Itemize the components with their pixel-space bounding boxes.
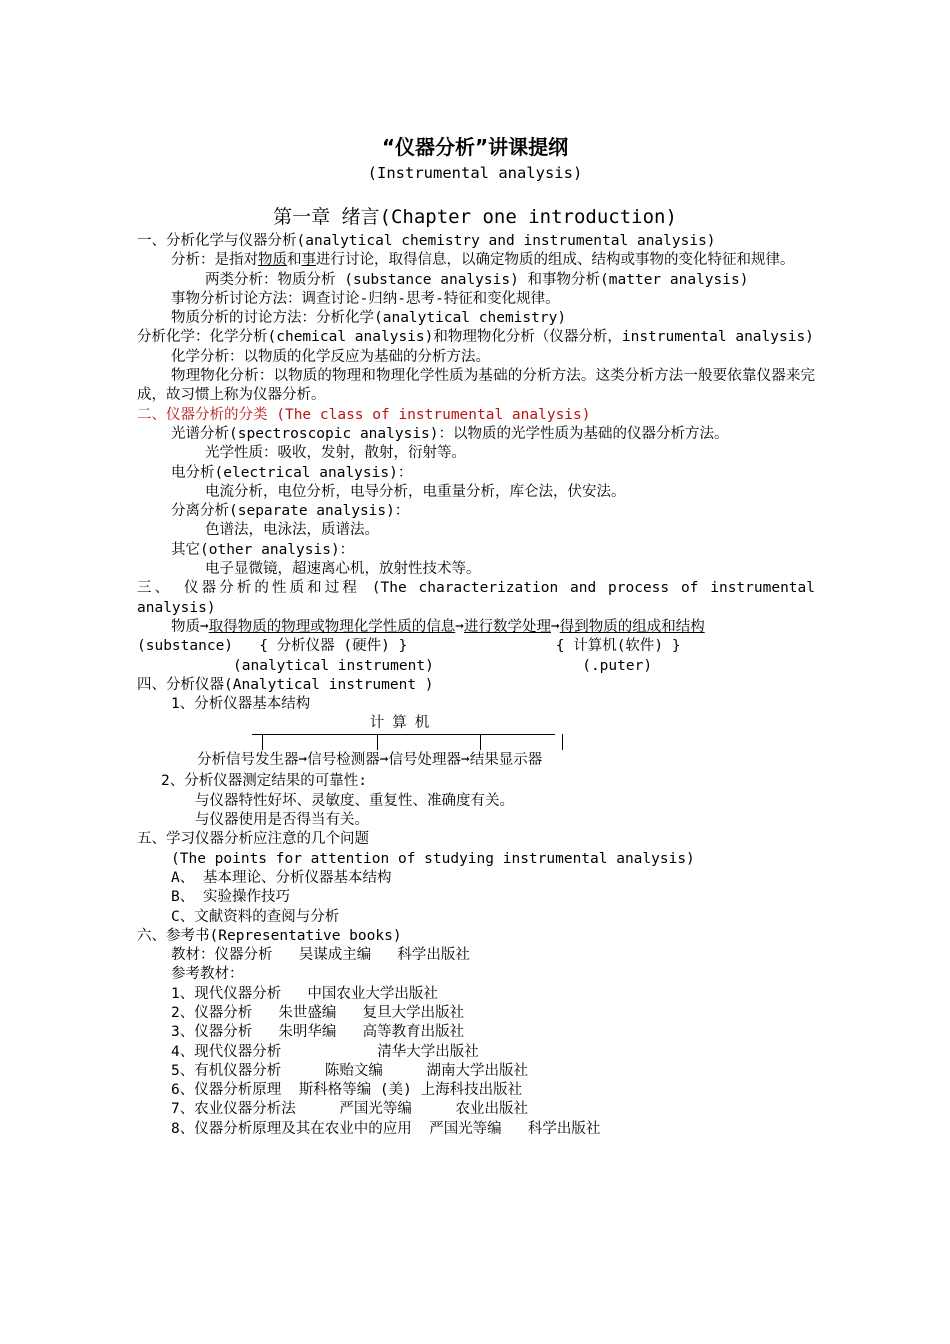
- diagram-connector: [262, 734, 263, 750]
- separate-line: 分离分析(separate analysis)：: [171, 503, 410, 520]
- diagram-bus-line: [252, 734, 555, 735]
- chemical-analysis-line: 化学分析：以物质的化学反应为基础的分析方法。: [171, 348, 490, 365]
- electrical-methods-line: 电流分析，电位分析，电导分析，电重量分析，库仑法，伏安法。: [205, 483, 626, 500]
- diagram-connector: [480, 734, 481, 750]
- arrow-icon: ➞: [460, 752, 470, 769]
- arrow-icon: ➞: [550, 618, 560, 635]
- optical-line: 光学性质：吸收，发射，散射，衍射等。: [205, 445, 466, 462]
- other-line: 其它(other analysis)：: [171, 541, 355, 558]
- definition-underline-2: 事: [301, 252, 316, 269]
- matter-method-line: 事物分析讨论方法：调查讨论-归纳-思考-特征和变化规律。: [171, 290, 560, 307]
- other-methods-line: 电子显微镜，超速离心机，放射性技术等。: [205, 561, 481, 578]
- definition-underline-1: 物质: [258, 252, 287, 269]
- electrical-line: 电分析(electrical analysis)：: [171, 464, 413, 481]
- page-subtitle: (Instrumental analysis): [367, 164, 583, 182]
- arrow-icon: ➞: [298, 752, 308, 769]
- process-flow-line: [137, 618, 815, 637]
- book-item: 2、仪器分析 朱世盛编 复旦大学出版社: [171, 1004, 465, 1021]
- definition-text-b: 和: [287, 252, 302, 269]
- reliability-line-1: 与仪器特性好坏、灵敏度、重复性、准确度有关。: [195, 792, 514, 809]
- book-item: 6、仪器分析原理 斯科格等编 (美) 上海科技出版社: [171, 1082, 523, 1099]
- diagram-connector: [562, 734, 563, 750]
- spectroscopic-line: 光谱分析(spectroscopic analysis)：以物质的光学性质为基础的仪器分析方法。: [171, 425, 729, 442]
- flow-start: 物质: [171, 618, 200, 635]
- page-title: “仪器分析”讲课提纲: [381, 135, 569, 159]
- point-a: A、 基本理论、分析仪器基本结构: [171, 869, 392, 886]
- result-display: 结果显示器: [469, 752, 543, 769]
- signal-generator: 分析信号发生器: [197, 752, 299, 769]
- instrument-chain: [197, 751, 542, 770]
- instrument-structure-diagram: [137, 714, 815, 772]
- section-1-definition: [137, 251, 815, 270]
- document-body: [137, 232, 815, 1139]
- book-item: 3、仪器分析 朱明华编 高等教育出版社: [171, 1024, 465, 1041]
- point-b: B、 实验操作技巧: [171, 889, 290, 906]
- physical-analysis-paragraph: 物理物化分析：以物质的物理和物理化学性质为基础的分析方法。这类分析方法一般要依靠仪器来完成，故习惯上称为仪器分析。: [137, 368, 815, 404]
- section-5-heading: 五、学习仪器分析应注意的几个问题: [137, 831, 369, 848]
- definition-text-c: 进行讨论，取得信息，以确定物质的组成、结构或事物的变化特征和规律。: [316, 252, 795, 269]
- section-3-heading: 三、 仪器分析的性质和过程 (The characterization and process of instrumental analysis): [137, 580, 815, 616]
- structure-subheading: 1、分析仪器基本结构: [171, 696, 311, 713]
- book-item: 4、现代仪器分析 清华大学出版社: [171, 1043, 479, 1060]
- point-c: C、文献资料的查阅与分析: [171, 908, 340, 925]
- substance-method-line: 物质分析的讨论方法：分析化学(analytical chemistry): [171, 310, 567, 327]
- textbook-line: 教材：仪器分析 吴谋成主编 科学出版社: [171, 947, 470, 964]
- arrow-icon: ➞: [379, 752, 389, 769]
- flow-step-3: 得到物质的组成和结构: [559, 618, 705, 635]
- arrow-icon: ➞: [200, 618, 209, 635]
- separate-methods-line: 色谱法，电泳法，质谱法。: [205, 522, 379, 539]
- computer-label: 计算机: [369, 715, 438, 732]
- reliability-line-2: 与仪器使用是否得当有关。: [195, 812, 369, 829]
- book-item: 5、有机仪器分析 陈贻文编 湖南大学出版社: [171, 1062, 529, 1079]
- definition-text-a: 分析：是指对: [171, 252, 258, 269]
- book-item: 7、农业仪器分析法 严国光等编 农业出版社: [171, 1101, 529, 1118]
- section-6-heading: 六、参考书(Representative books): [137, 927, 402, 944]
- reliability-subheading: 2、分析仪器测定结果的可靠性:: [161, 773, 367, 790]
- signal-processor: 信号处理器: [388, 752, 461, 769]
- analytical-chem-paragraph: 分析化学：化学分析(chemical analysis)和物理物化分析（仪器分析，instrumental analysis): [137, 329, 814, 346]
- chapter-heading: 第一章 绪言(Chapter one introduction): [273, 206, 677, 228]
- signal-detector: 信号检测器: [307, 752, 380, 769]
- flow-step-1: 取得物质的物理或物理化学性质的信息: [208, 618, 456, 635]
- section-4-heading: 四、分析仪器(Analytical instrument ): [137, 676, 434, 693]
- section-2-heading: 二、仪器分析的分类 (The class of instrumental analysis): [137, 406, 591, 423]
- book-item: 8、仪器分析原理及其在农业中的应用 严国光等编 科学出版社: [171, 1120, 601, 1137]
- section-5-english: (The points for attention of studying instrumental analysis): [171, 850, 695, 867]
- arrow-icon: ➞: [455, 618, 464, 635]
- process-row-2: (substance) { 分析仪器 (硬件) } { 计算机(软件) }: [137, 638, 681, 655]
- reference-label: 参考教材：: [171, 966, 244, 983]
- diagram-connector: [377, 734, 378, 750]
- two-types-line: 两类分析：物质分析 (substance analysis) 和事物分析(matter analysis): [205, 271, 749, 288]
- section-1-heading: 一、分析化学与仪器分析(analytical chemistry and instrumental analysis): [137, 233, 716, 249]
- flow-step-2: 进行数学处理: [463, 618, 551, 635]
- book-item: 1、现代仪器分析 中国农业大学出版社: [171, 985, 438, 1002]
- process-row-3: (analytical instrument) (.puter): [137, 657, 653, 674]
